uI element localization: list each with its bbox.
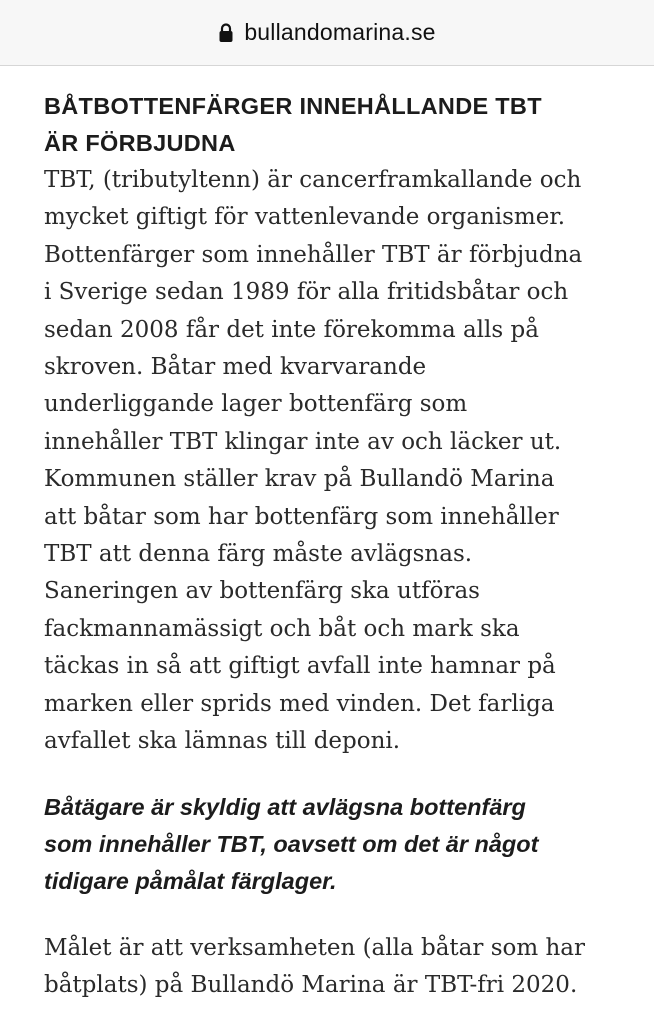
closing-line: båtplats) på Bullandö Marina är TBT-fri 2020. — [44, 971, 578, 998]
article-content — [44, 88, 624, 1004]
text-line: Bottenfärger som innehåller TBT är förbjudna — [44, 241, 583, 268]
emphasis-line: som innehåller TBT, oavsett om det är något — [44, 830, 539, 857]
text-line: mycket giftigt för vattenlevande organismer. — [44, 204, 566, 231]
heading-line: BÅTBOTTENFÄRGER INNEHÅLLANDE TBT — [44, 93, 542, 119]
text-line: Saneringen av bottenfärg ska utföras — [44, 578, 480, 605]
url-text[interactable]: bullandomarina.se — [244, 19, 436, 45]
text-line: skroven. Båtar med kvarvarande — [44, 354, 427, 381]
text-line: Kommunen ställer krav på Bullandö Marina — [44, 466, 555, 493]
text-line: marken eller sprids med vinden. Det farliga — [44, 690, 555, 717]
emphasis-line: Båtägare är skyldig att avlägsna bottenfärg — [44, 793, 526, 820]
text-line: att båtar som har bottenfärg som innehåller — [44, 503, 559, 530]
address-bar[interactable] — [0, 0, 654, 66]
closing-paragraph — [44, 930, 624, 1005]
emphasis-paragraph — [44, 789, 624, 900]
text-line: TBT, (tributyltenn) är cancerframkallande och — [44, 167, 582, 193]
text-line: fackmannamässigt och båt och mark ska — [44, 615, 520, 642]
text-line: underliggande lager bottenfärg som — [44, 391, 468, 418]
lock-icon — [218, 23, 234, 43]
heading-line: ÄR FÖRBJUDNA — [44, 130, 236, 156]
text-line: avfallet ska lämnas till deponi. — [44, 728, 401, 755]
text-line: i Sverige sedan 1989 för alla fritidsbåtar och — [44, 279, 569, 306]
text-line: sedan 2008 får det inte förekomma alls på — [44, 316, 539, 343]
emphasis-line: tidigare påmålat färglager. — [44, 867, 337, 894]
text-line: täckas in så att giftigt avfall inte hamnar på — [44, 653, 556, 680]
article-heading — [44, 88, 624, 162]
closing-line: Målet är att verksamheten (alla båtar som har — [44, 934, 585, 961]
text-line: TBT att denna färg måste avlägsnas. — [44, 541, 473, 568]
body-paragraph — [44, 162, 624, 761]
text-line: innehåller TBT klingar inte av och läcker ut. — [44, 428, 562, 455]
